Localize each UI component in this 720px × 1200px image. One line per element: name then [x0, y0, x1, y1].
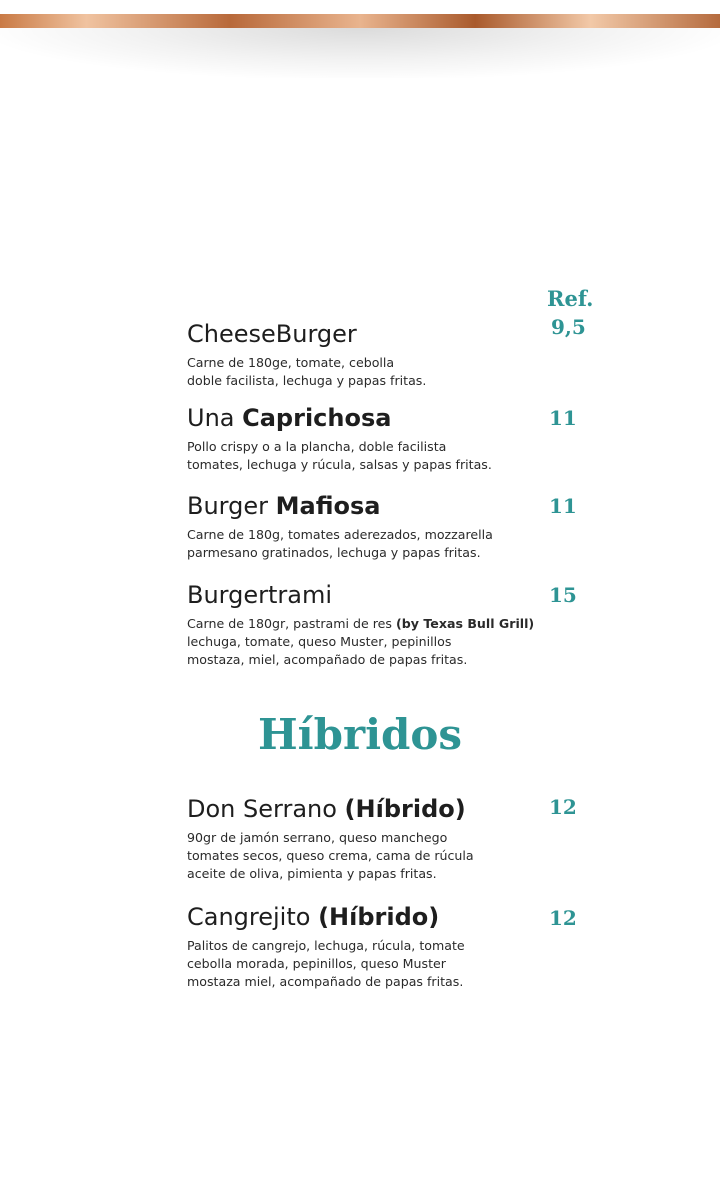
menu-item-don-serrano — [187, 795, 657, 883]
item-description: Pollo crispy o a la plancha, doble facilista tomates, lechuga y rúcula, salsas y papas fritas. — [187, 439, 492, 472]
header-shadow — [0, 28, 720, 78]
item-name: Burger Mafiosa — [187, 492, 381, 520]
menu-item-burgertrami — [187, 581, 657, 669]
item-name: Don Serrano (Híbrido) — [187, 795, 466, 823]
item-description: Carne de 180ge, tomate, cebolla doble facilista, lechuga y papas fritas. — [187, 355, 427, 388]
item-name: Burgertrami — [187, 581, 333, 609]
copper-header-bar — [0, 14, 720, 28]
item-description: Carne de 180gr, pastrami de res (by Texas Bull Grill) lechuga, tomate, queso Muster, pepinillos mostaza, miel, acompañado de papas fritas. — [187, 616, 535, 667]
menu-item-cangrejito — [187, 903, 657, 991]
item-price: 11 — [549, 406, 577, 430]
item-name: CheeseBurger — [187, 320, 357, 348]
item-description: Palitos de cangrejo, lechuga, rúcula, tomate cebolla morada, pepinillos, queso Muster mostaza miel, acompañado de papas fritas. — [187, 938, 465, 989]
menu-item-cheeseburger — [187, 320, 657, 390]
item-name: Cangrejito (Híbrido) — [187, 903, 440, 931]
item-price: 12 — [549, 795, 577, 819]
item-price: 12 — [549, 906, 577, 930]
item-price: 11 — [549, 494, 577, 518]
item-description: Carne de 180g, tomates aderezados, mozzarella parmesano gratinados, lechuga y papas fritas. — [187, 527, 493, 560]
item-description: 90gr de jamón serrano, queso manchego tomates secos, queso crema, cama de rúcula aceite de oliva, pimienta y papas fritas. — [187, 830, 474, 881]
menu-item-caprichosa — [187, 404, 657, 474]
item-price: 15 — [549, 583, 577, 607]
menu-item-mafiosa — [187, 492, 657, 562]
section-title-hibridos: Híbridos — [257, 710, 463, 759]
ref-label: Ref. — [547, 286, 594, 311]
item-name: Una Caprichosa — [187, 404, 392, 432]
item-price: 9,5 — [551, 315, 586, 339]
